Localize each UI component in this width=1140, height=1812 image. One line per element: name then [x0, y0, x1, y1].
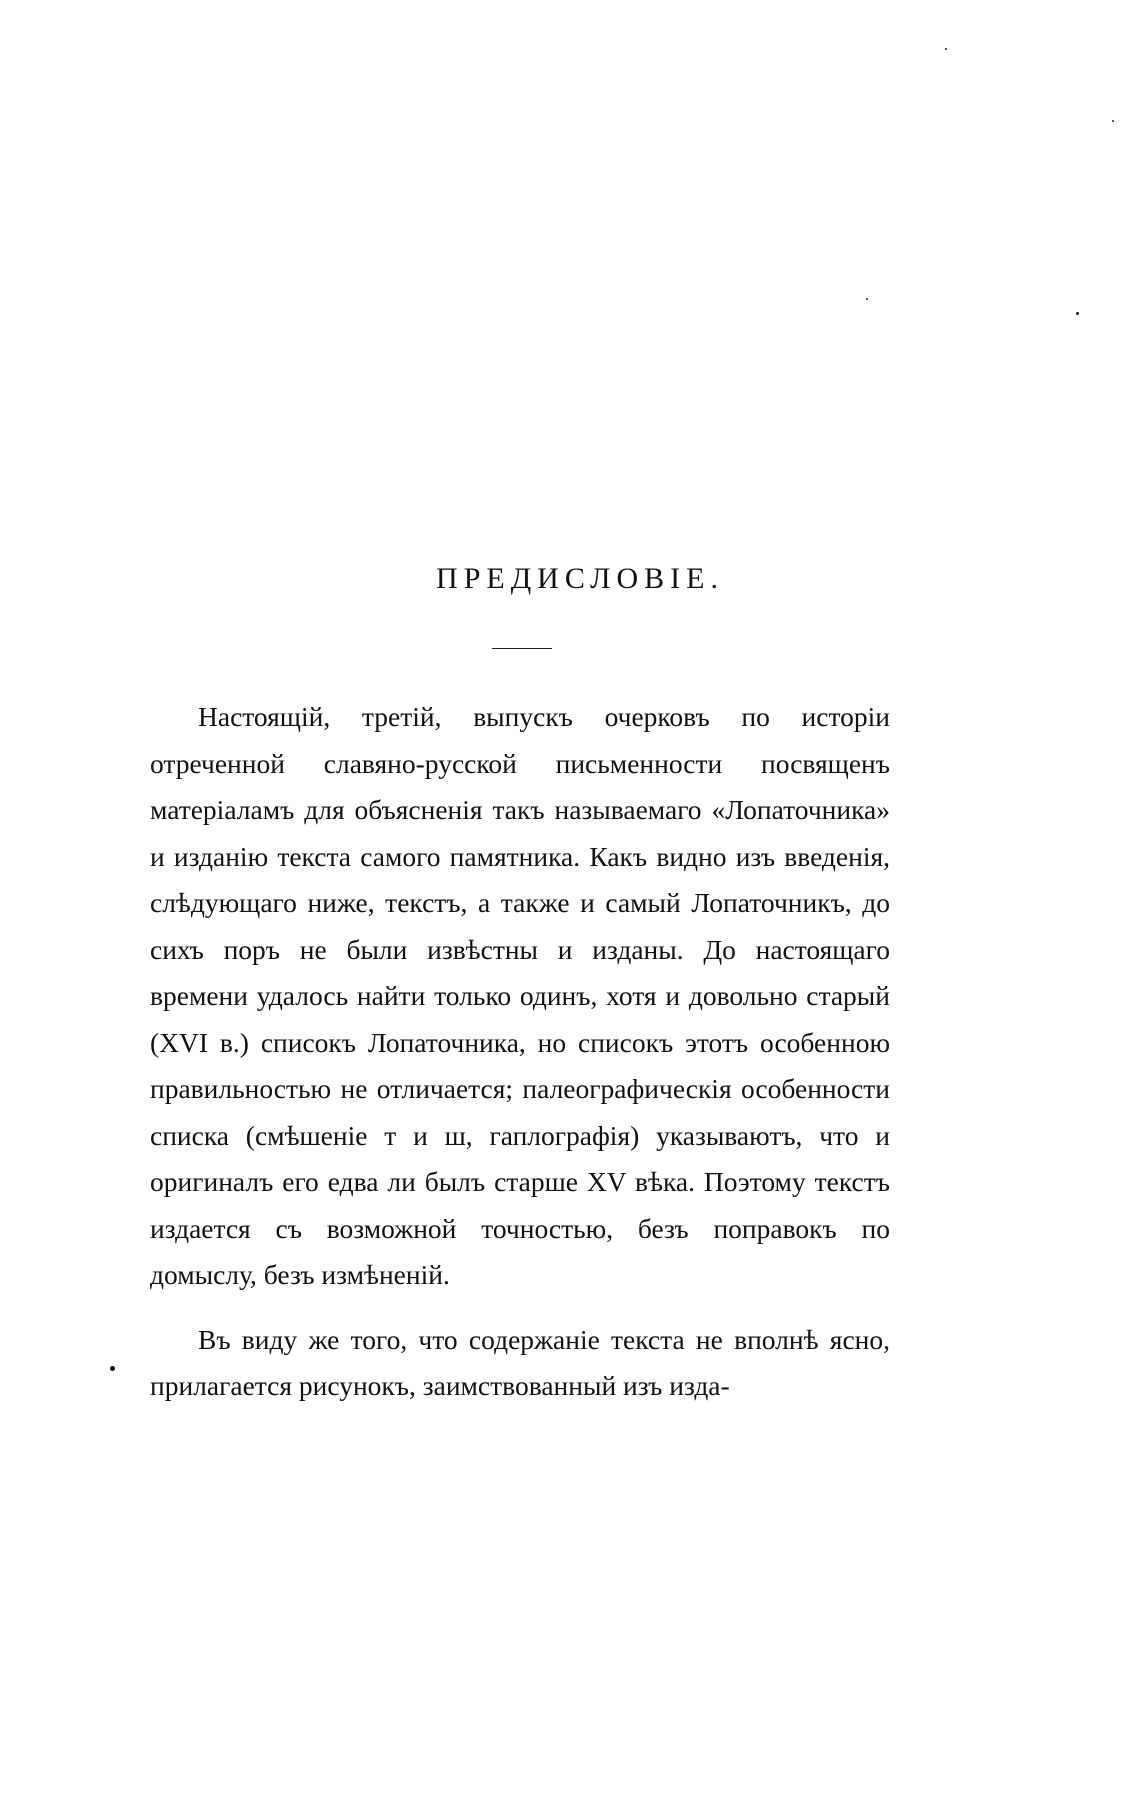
scan-speck [1076, 312, 1079, 315]
scan-speck [945, 48, 947, 50]
margin-mark [110, 1366, 115, 1371]
page-title: ПРЕДИСЛОВІЕ. [436, 562, 724, 595]
paragraph: Въ виду же того, что содержаніе текста не вполнѣ ясно, прилагается рисунокъ, заимствованный изъ изда- [150, 1323, 890, 1401]
scan-speck [866, 298, 868, 300]
title-divider [492, 648, 552, 649]
scan-speck [1112, 120, 1114, 122]
paragraph: Настоящій, третій, выпускъ очерковъ по исторіи отреченной славяно-русской письменности посвященъ матеріаламъ для объясненія такъ называемаго «Лопаточника» и изданію текста самого памятника. Какъ видно изъ введенія, слѣдующаго ниже, текстъ, а также и самый Лопаточникъ, до сихъ поръ не были извѣстны и изданы. До настоящаго времени удалось найти только одинъ, хотя и довольно старый (XVI в.) списокъ Лопаточника, но списокъ этотъ особенною правильностью не отличается; палеографическія особенности списка (смѣшеніе т и ш, гаплографія) указываютъ, что и оригиналъ его едва ли былъ старше XV вѣка. Поэтому текстъ издается съ возможной точностью, безъ поправокъ по домыслу, безъ измѣненій. [150, 701, 890, 1290]
body-text [150, 694, 890, 1410]
